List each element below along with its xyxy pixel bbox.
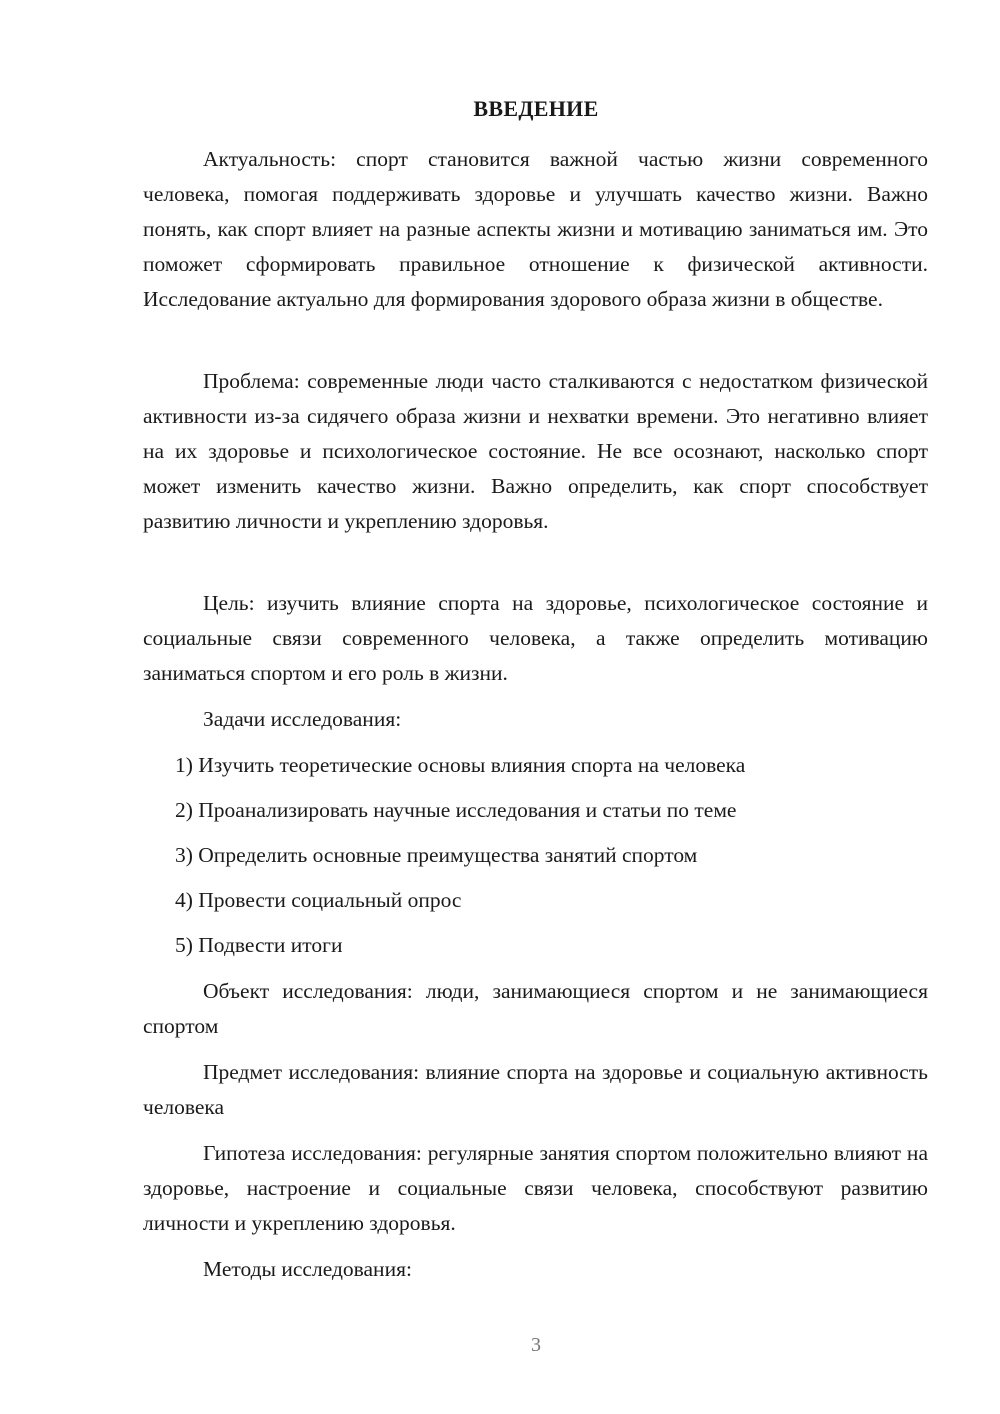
tasks-heading: Задачи исследования: <box>203 707 402 731</box>
task-item-2: 2) Проанализировать научные исследования и статьи по теме <box>175 798 737 822</box>
page-number: 3 <box>531 1334 541 1356</box>
methods-heading: Методы исследования: <box>203 1257 412 1281</box>
paragraph-relevance: Актуальность: спорт становится важной частью жизни современного человека, помогая поддерживать здоровье и улучшать качество жизни. Важно понять, как спорт влияет на разные аспекты жизни и мотивацию заниматься им. Это поможет сформировать правильное отношение к физической активности. Исследование актуально для формирования здорового образа жизни в обществе. <box>143 147 928 311</box>
task-item-5: 5) Подвести итоги <box>175 933 343 957</box>
paragraph-problem: Проблема: современные люди часто сталкиваются с недостатком физической активности из-за сидячего образа жизни и нехватки времени. Это негативно влияет на их здоровье и психологическое состояние. Не все осознают, насколько спорт может изменить качество жизни. Важно определить, как спорт способствует развитию личности и укреплению здоровья. <box>143 369 928 533</box>
task-item-1: 1) Изучить теоретические основы влияния спорта на человека <box>175 753 746 777</box>
paragraph-subject: Предмет исследования: влияние спорта на здоровье и социальную активность человека <box>143 1060 928 1119</box>
paragraph-goal: Цель: изучить влияние спорта на здоровье, психологическое состояние и социальные связи современного человека, а также определить мотивацию заниматься спортом и его роль в жизни. <box>143 591 928 685</box>
paragraph-object: Объект исследования: люди, занимающиеся спортом и не занимающиеся спортом <box>143 979 928 1038</box>
task-item-4: 4) Провести социальный опрос <box>175 888 462 912</box>
task-item-3: 3) Определить основные преимущества занятий спортом <box>175 843 698 867</box>
paragraph-hypothesis: Гипотеза исследования: регулярные занятия спортом положительно влияют на здоровье, настроение и социальные связи человека, способствуют развитию личности и укреплению здоровья. <box>143 1141 928 1235</box>
section-heading: ВВЕДЕНИЕ <box>473 96 599 121</box>
